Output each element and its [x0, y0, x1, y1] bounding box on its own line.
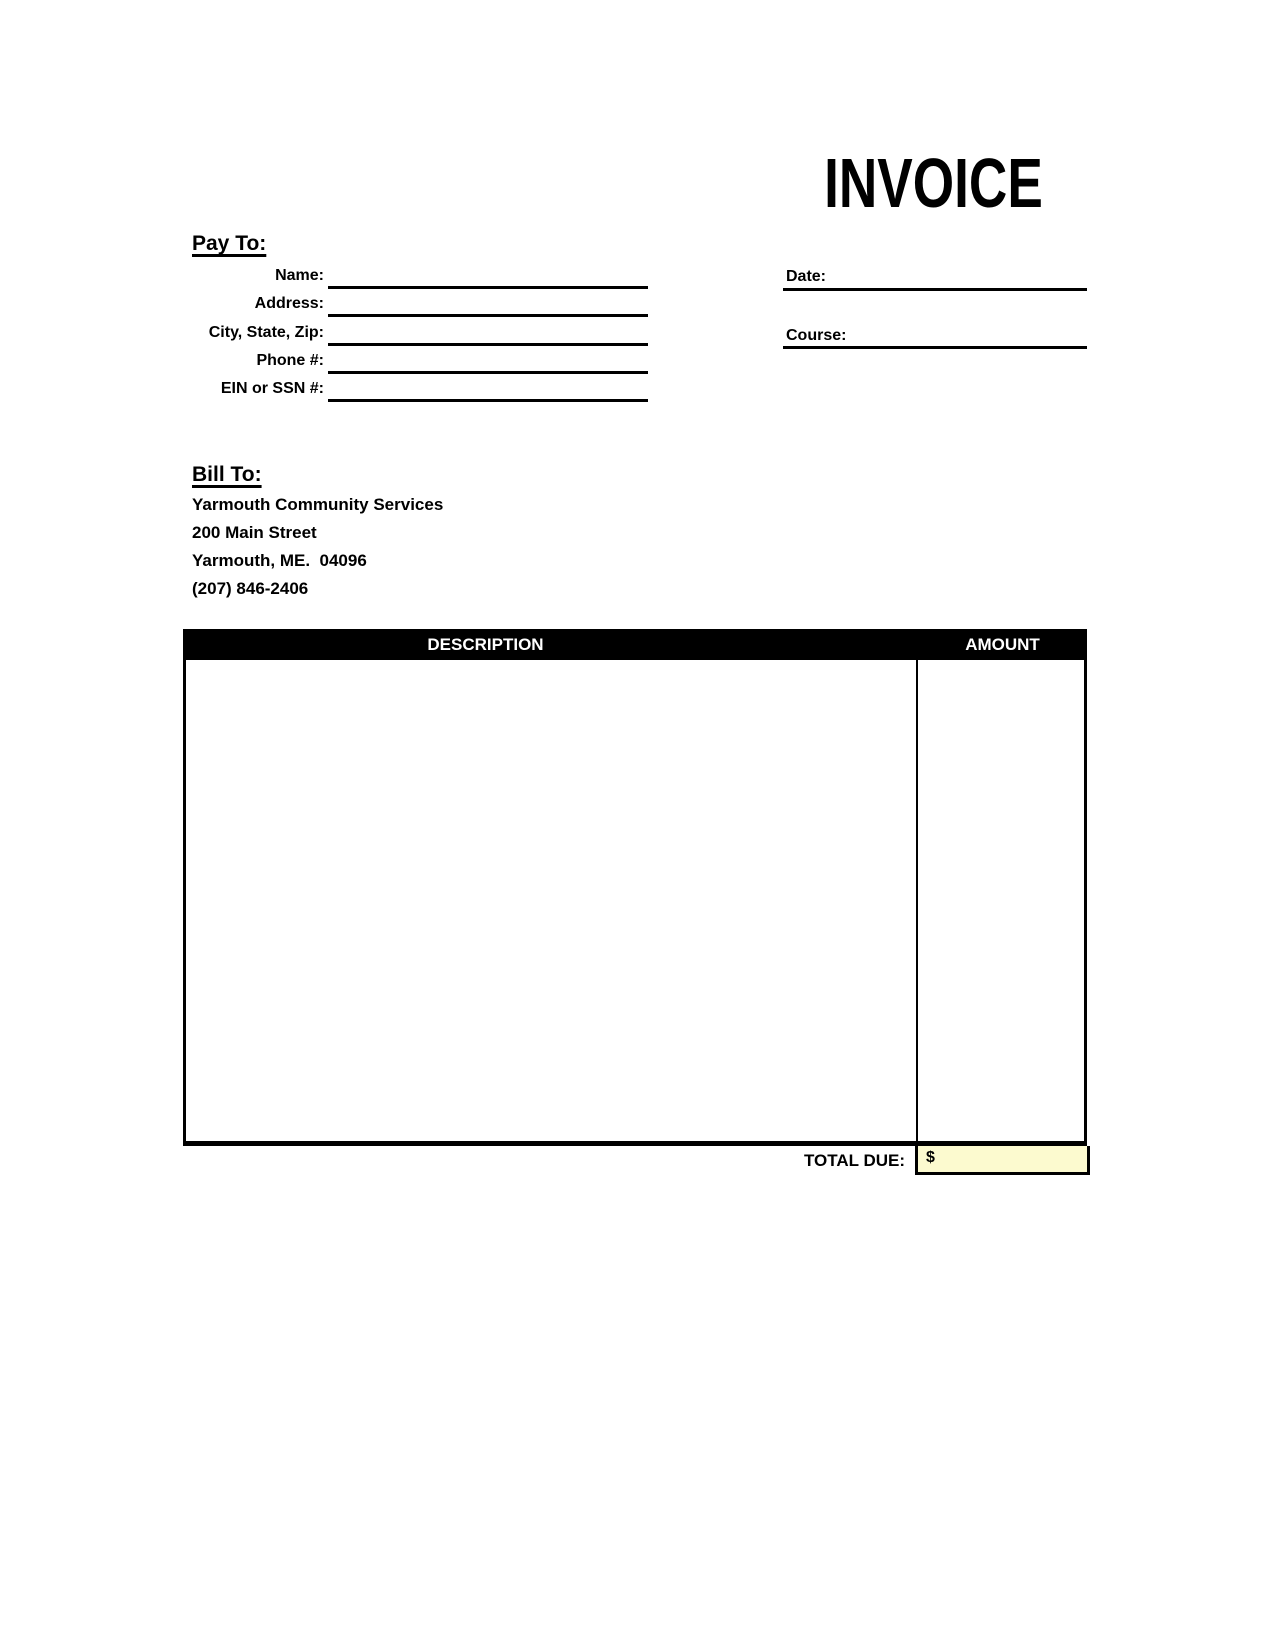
pay-to-phone-label: Phone #:: [256, 352, 324, 369]
bill-to-heading: Bill To:: [192, 463, 262, 486]
date-input[interactable]: [783, 288, 1087, 291]
bill-to-phone: (207) 846-2406: [192, 579, 309, 598]
pay-to-ein-ssn-input[interactable]: [328, 399, 648, 402]
bill-to-city-state-zip: Yarmouth, ME. 04096: [192, 551, 367, 570]
course-input[interactable]: [783, 346, 1087, 349]
bill-to-street: 200 Main Street: [192, 523, 317, 542]
date-label: Date:: [786, 268, 827, 285]
pay-to-phone-input[interactable]: [328, 371, 648, 374]
pay-to-address-input[interactable]: [328, 314, 648, 317]
pay-to-city-state-zip-input[interactable]: [328, 343, 648, 346]
pay-to-address-label: Address:: [254, 295, 324, 312]
pay-to-ein-ssn-label: EIN or SSN #:: [220, 380, 324, 397]
pay-to-name-label: Name:: [275, 267, 324, 284]
total-due-input[interactable]: [915, 1146, 1090, 1175]
course-label: Course:: [786, 327, 847, 344]
pay-to-name-input[interactable]: [328, 286, 648, 289]
bill-to-company: Yarmouth Community Services: [192, 495, 444, 514]
total-due-label: TOTAL DUE:: [803, 1151, 905, 1170]
currency-symbol: $: [926, 1149, 935, 1166]
line-items-area[interactable]: [183, 660, 1087, 1146]
pay-to-heading: Pay To:: [192, 232, 267, 255]
pay-to-city-state-zip-label: City, State, Zip:: [208, 324, 324, 341]
page-title: INVOICE: [824, 144, 1043, 222]
description-column-header: DESCRIPTION: [427, 635, 544, 654]
column-divider: [916, 660, 918, 1141]
table-header-row: [183, 629, 1087, 660]
amount-column-header: AMOUNT: [965, 635, 1040, 654]
